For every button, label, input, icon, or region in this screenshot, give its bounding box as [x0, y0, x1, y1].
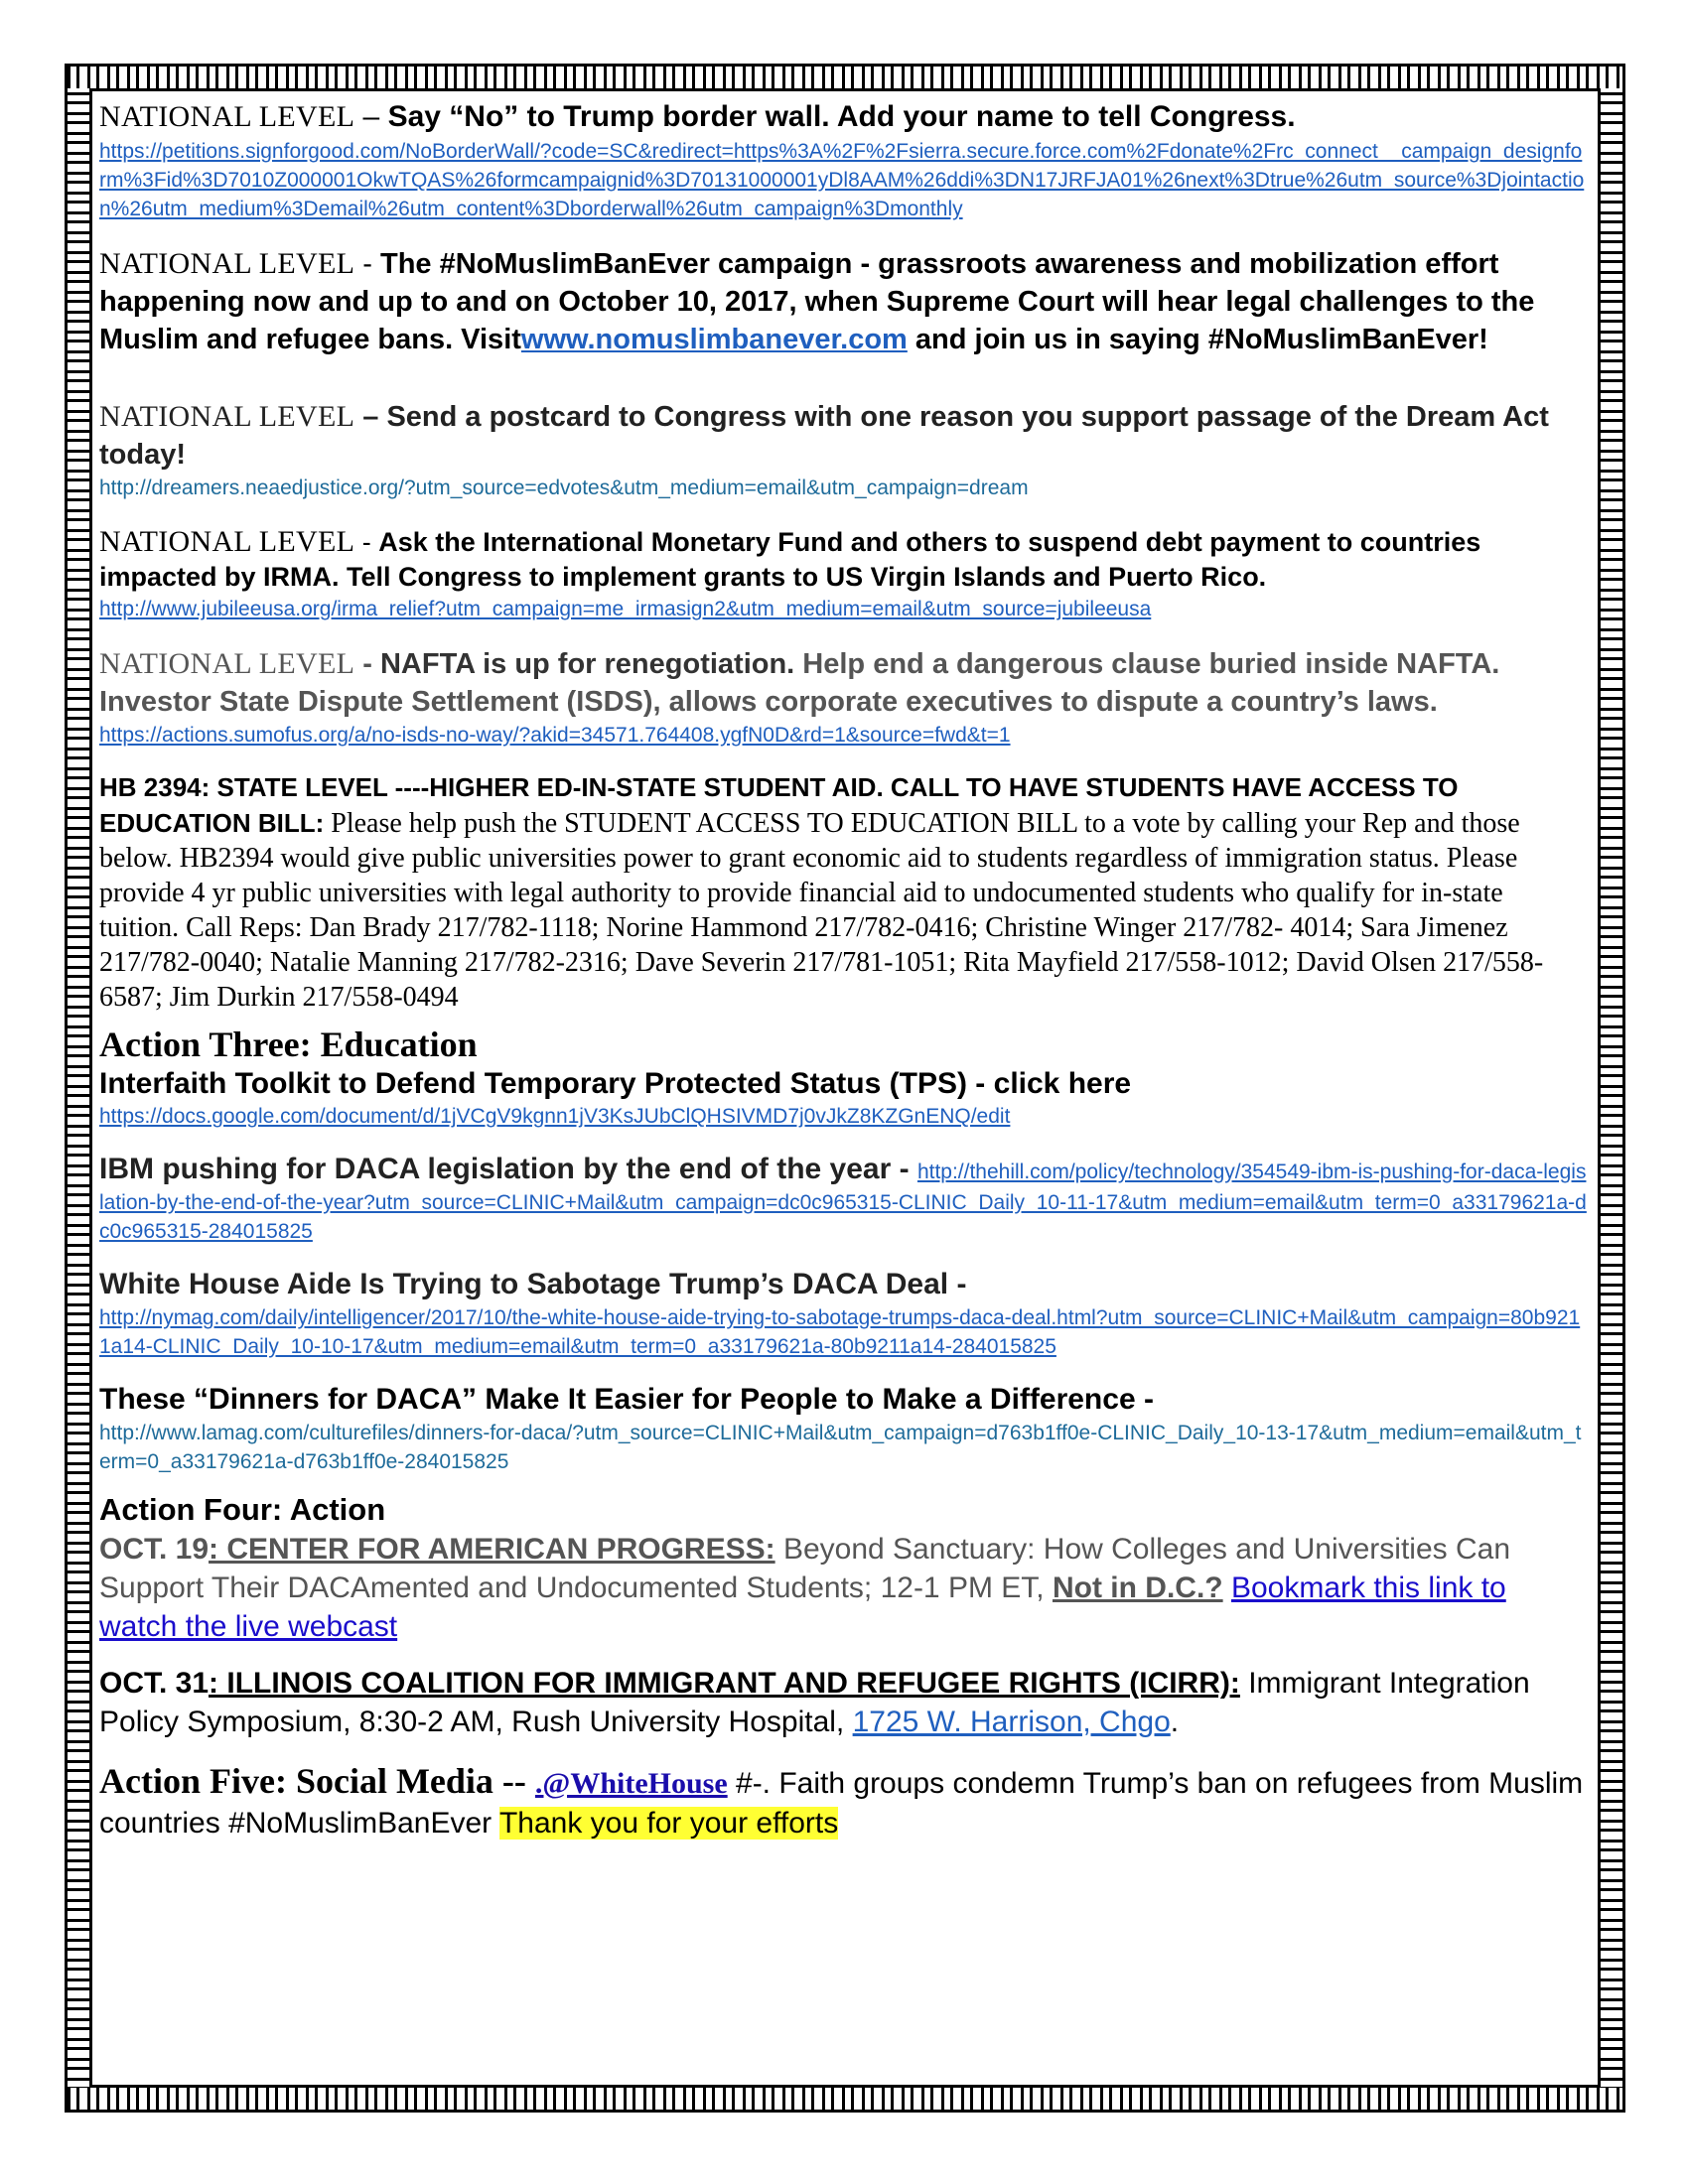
ban-text: The #NoMuslimBanEver campaign - grassroots awareness and mobilization effort happening now and up to and on October 10, 2017, when Supreme Court will hear legal challenges to the Muslim and refugee bans. Visit: [99, 248, 1535, 355]
oct19-date: OCT. 19: [99, 1533, 210, 1566]
nomuslimbanever-link[interactable]: www.nomuslimbanever.com: [520, 324, 908, 355]
jubilee-link[interactable]: http://www.jubileeusa.org/irma_relief?utm_campaign=me_irmasign2&utm_medium=email&utm_source=jubileeusa: [99, 598, 1152, 620]
tps-link[interactable]: https://docs.google.com/document/d/1jVCgV9kgnn1jV3KsJUbClQHSIVMD7j0vJkZ8KZGnENQ/edit: [99, 1105, 1011, 1128]
dash: -: [354, 648, 380, 680]
action-four-heading: Action Four: Action: [99, 1492, 386, 1527]
ibm-text: IBM pushing for DACA legislation by the end of the year -: [99, 1153, 917, 1185]
action-three: [99, 1023, 1589, 1476]
oct19-text: Beyond Sanctuary: How Colleges and Universities Can Support Their DACAmented and Undocumented Students; 12-1 PM ET,: [99, 1533, 1511, 1604]
item-hb-2394: [99, 769, 1589, 1015]
oct31-date: OCT. 31: [99, 1667, 210, 1700]
thank-you-highlight: Thank you for your efforts: [498, 1807, 839, 1840]
oct31-event: [99, 1664, 1589, 1741]
item-border-wall: [99, 97, 1589, 223]
irma-text: Ask the International Monetary Fund and others to suspend debt payment to countries impacted by IRMA. Tell Congress to implement grants to US Virgin Islands and Puerto Rico.: [99, 527, 1481, 592]
nafta-text-2: Help end a dangerous clause buried inside NAFTA. Investor State Dispute Settlement (ISDS), allows corporate executives to dispute a country’s laws.: [99, 648, 1500, 718]
ban-after-text: and join us in saying #NoMuslimBanEver!: [907, 324, 1488, 355]
ibm-link[interactable]: http://thehill.com/policy/technology/354549-ibm-is-pushing-for-daca-legislation-by-the-end-of-the-year?utm_source=CLINIC+Mail&utm_campaign=dc0c965315-CLINIC_Daily_10-11-17&utm_medium=email&utm_term=0_a33179621a-dc0c965315-284015825: [99, 1160, 1587, 1243]
dream-text: Send a postcard to Congress with one reason you support passage of the Dream Act today!: [99, 401, 1549, 471]
ibm-item: [99, 1151, 1589, 1246]
whitehouse-handle-link[interactable]: .@WhiteHouse: [534, 1767, 728, 1800]
dash: –: [354, 401, 387, 433]
action-three-heading: Action Three: Education: [99, 1024, 478, 1064]
wall-text: Say “No” to Trump border wall. Add your name to tell Congress.: [387, 100, 1296, 133]
white-house-item: [99, 1266, 1589, 1361]
item-dream-act: [99, 398, 1589, 502]
item-nafta: [99, 645, 1589, 750]
tps-text: Interfaith Toolkit to Defend Temporary Protected Status (TPS) - click here: [99, 1067, 1132, 1100]
oct19-event: [99, 1530, 1589, 1646]
dash: -: [354, 248, 380, 280]
action-five: [99, 1759, 1589, 1843]
hb-title: HB 2394: STATE LEVEL ----HIGHER ED-IN-STATE STUDENT AID. CALL TO HAVE STUDENTS HAVE ACCESS TO EDUCATION BILL:: [99, 772, 1459, 838]
not-in-dc-link[interactable]: Not in D.C.?: [1052, 1571, 1223, 1604]
level-label: NATIONAL LEVEL: [99, 247, 355, 280]
webcast-link[interactable]: Bookmark this link to watch the live webcast: [99, 1571, 1506, 1643]
dinners-item: [99, 1381, 1589, 1476]
hb-body: Please help push the STUDENT ACCESS TO EDUCATION BILL to a vote by calling your Rep and those below. HB2394 would give public universities power to grant economic aid to students regardless of immigration status. Please provide 4 yr public universities with legal authority to provide financial aid to undocumented students who qualify for in-state tuition. Call Reps: Dan Brady 217/782-1118; Norine Hammond 217/782-0416; Christine Winger 217/782- 4014; Sara Jimenez 217/782-0040; Natalie Manning 217/782-2316; Dave Severin 217/781-1051; Rita Mayfield 217/558-1012; David Olsen 217/558-6587; Jim Durkin 217/558-0494: [99, 808, 1544, 1013]
action-four: [99, 1490, 1589, 1741]
dinners-link[interactable]: http://www.lamag.com/culturefiles/dinners-for-daca/?utm_source=CLINIC+Mail&utm_campaign=d763b1ff0e-CLINIC_Daily_10-13-17&utm_medium=email&utm_term=0_a33179621a-d763b1ff0e-284015825: [99, 1422, 1582, 1473]
dreamers-link[interactable]: http://dreamers.neaedjustice.org/?utm_source=edvotes&utm_medium=email&utm_campaign=dream: [99, 477, 1029, 499]
dash: -: [354, 527, 379, 557]
white-house-link[interactable]: http://nymag.com/daily/intelligencer/2017/10/the-white-house-aide-trying-to-sabotage-trumps-daca-deal.html?utm_source=CLINIC+Mail&utm_campaign=80b9211a14-CLINIC_Daily_10-10-17&utm_medium=email&utm_term=0_a33179621a-80b9211a14-284015825: [99, 1306, 1581, 1358]
dinners-text: These “Dinners for DACA” Make It Easier for People to Make a Difference -: [99, 1383, 1154, 1416]
white-house-text: White House Aide Is Trying to Sabotage Trump’s DACA Deal -: [99, 1268, 967, 1300]
flyer-content: [99, 97, 1589, 1843]
oct19-org: : CENTER FOR AMERICAN PROGRESS:: [209, 1533, 775, 1566]
level-label: NATIONAL LEVEL: [99, 525, 355, 558]
action-five-heading: Action Five: Social Media --: [99, 1761, 535, 1801]
item-no-muslim-ban: [99, 245, 1589, 358]
action-five-text: #-. Faith groups condemn Trump’s ban on refugees from Muslim countries #NoMuslimBanEver: [99, 1767, 1584, 1840]
level-label: NATIONAL LEVEL: [99, 647, 355, 680]
address-link[interactable]: 1725 W. Harrison, Chgo: [852, 1706, 1171, 1738]
level-label: NATIONAL LEVEL: [99, 400, 355, 433]
dash: –: [354, 100, 388, 133]
nafta-text-1: NAFTA is up for renegotiation.: [379, 648, 795, 680]
oct31-text: Immigrant Integration Policy Symposium, 8:30-2 AM, Rush University Hospital,: [99, 1667, 1530, 1738]
item-irma: [99, 524, 1589, 623]
wall-petition-link[interactable]: https://petitions.signforgood.com/NoBorderWall/?code=SC&redirect=https%3A%2F%2Fsierra.secure.force.com%2Fdonate%2Frc_connect__campaign_designform%3Fid%3D7010Z000001OkwTQAS%26formcampaignid%3D70131000001yDl8AAM%26ddi%3DN17JRFJA01%26next%3Dtrue%26utm_source%3Djointaction%26utm_medium%3Demail%26utm_content%3Dborderwall%26utm_campaign%3Dmonthly: [99, 140, 1585, 220]
period: .: [1170, 1706, 1180, 1738]
oct31-org: : ILLINOIS COALITION FOR IMMIGRANT AND REFUGEE RIGHTS (ICIRR):: [209, 1667, 1240, 1700]
sumofus-link[interactable]: https://actions.sumofus.org/a/no-isds-no-way/?akid=34571.764408.ygfN0D&rd=1&source=fwd&t=1: [99, 724, 1011, 747]
level-label: NATIONAL LEVEL: [99, 100, 355, 133]
